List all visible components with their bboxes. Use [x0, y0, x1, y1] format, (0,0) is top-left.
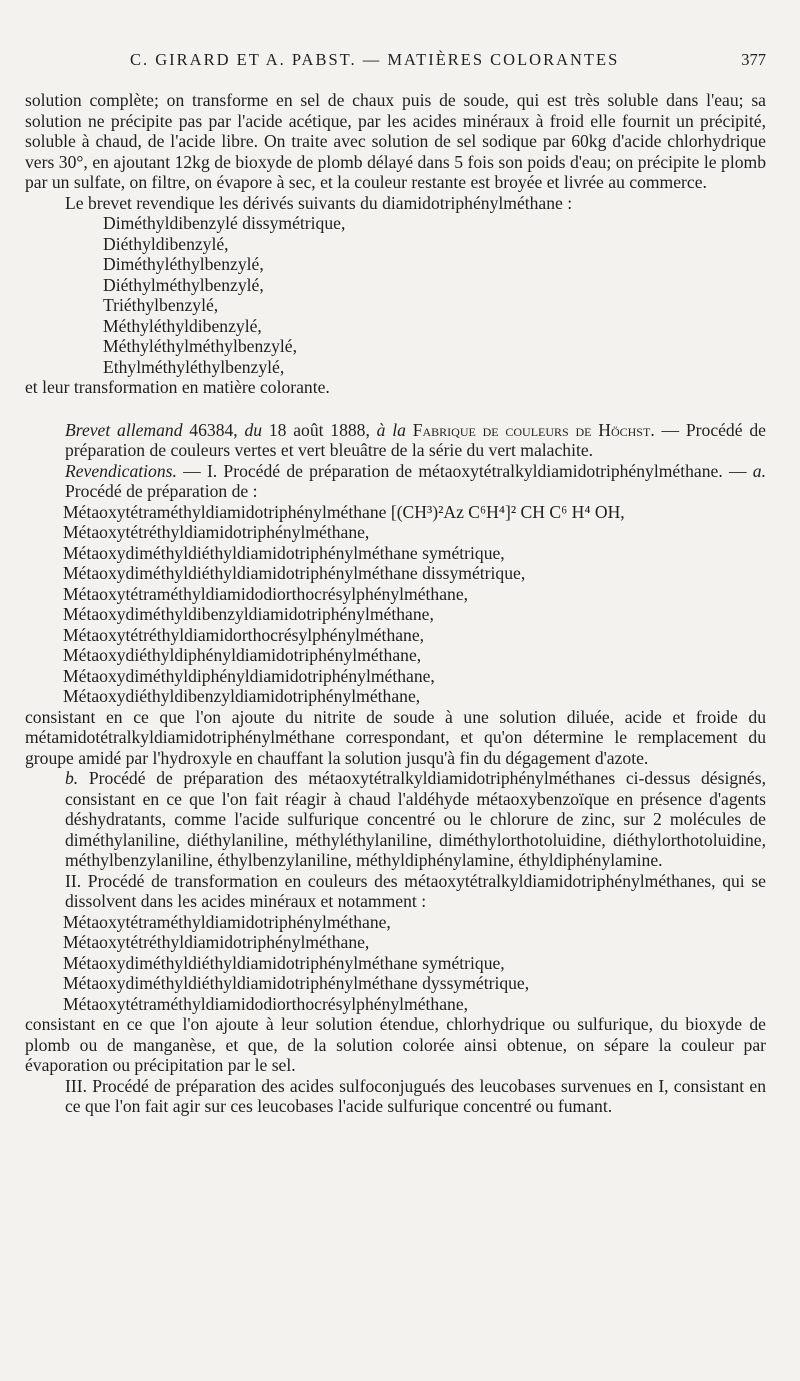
- claim-a-label: a.: [752, 460, 766, 481]
- list-item: Triéthylbenzylé,: [103, 295, 219, 315]
- claims-intro: [25, 461, 766, 502]
- running-title: C. GIRARD ET A. PABST. — MATIÈRES COLORANTES: [130, 50, 620, 69]
- list-item-formula: Métaoxytétraméthyldiamidotriphénylméthane [(CH³)²Az C⁶H⁴]² CH C⁶ H⁴ OH,: [63, 501, 625, 522]
- patent-du: du: [244, 419, 263, 440]
- paragraph-claim-b: [25, 768, 766, 871]
- paragraph-claim-iii: III. Procédé de préparation des acides sulfoconjugués des leucobases survenues en I, consistant en ce que l'on fait agir sur ces leucobases l'acide sulfurique concentré ou fumant.: [65, 1075, 766, 1116]
- patent-date: 18 août 1888,: [268, 419, 370, 440]
- list-item: Métaoxydiméthyldiéthyldiamidotriphénylméthane symétrique,: [63, 542, 505, 563]
- claim-b-text: Procédé de préparation des métaoxytétralkyldiamidotriphénylméthanes ci-dessus désignés, consistant en ce que l'on fait réagir à chaud l'aldéhyde métaoxybenzoïque en présence d'agents déshydratants, comme l'acide sulfurique concentré ou le chlorure de zinc, sur 2 molécules de diméthylaniline, diéthylaniline, méthyléthylaniline, diméthylorthotoluidine, diéthylorthotoluidine, méthylbenzylaniline, éthylbenzylaniline, méthyldiphénylamine, éthyldiphénylamine.: [65, 768, 766, 870]
- paragraph-brevet-revendique: Le brevet revendique les dérivés suivants du diamidotriphénylméthane :: [65, 192, 573, 213]
- paragraph-transformation: et leur transformation en matière colorante.: [25, 377, 330, 397]
- patent-company: Fabrique de couleurs de Höchst.: [412, 419, 655, 440]
- paragraph-solution: solution complète; on transforme en sel de chaux puis de soude, qui est très soluble dans l'eau; sa solution ne précipite pas par l'acide acétique, par les acides minéraux à froid elle fournit un précipité, soluble à chaud, de l'acide libre. On traite avec solution de sel sodique par 60kg d'acide chlorhydrique vers 30°, en ajoutant 12kg de bioxyde de plomb délayé dans 5 fois son poids d'eau; on précipite le plomb par un sulfate, on filtre, on évapore à sec, et la couleur restante est broyée et livrée au commerce.: [25, 90, 766, 192]
- patent-prefix: Brevet allemand: [65, 419, 183, 440]
- list-item: Diéthylméthylbenzylé,: [103, 274, 264, 295]
- paragraph-consistant-2: consistant en ce que l'on ajoute à leur solution étendue, chlorhydrique ou sulfurique, du bioxyde de plomb ou de manganèse, et que, de la solution colorée ainsi obtenue, on sépare la couleur par évaporation ou précipitation par le sel.: [25, 1014, 766, 1075]
- claims-text: — I. Procédé de préparation de métaoxytétralkyldiamidotriphénylméthane. —: [183, 460, 747, 481]
- list-item: Métaoxydiméthyldiéthyldiamidotriphénylméthane dyssymétrique,: [63, 973, 530, 993]
- patent-heading: [25, 420, 766, 461]
- page-number: 377: [741, 50, 766, 69]
- list-item: Métaoxytétréthyldiamidotriphénylméthane,: [63, 522, 370, 542]
- list-item: Ethylméthyléthylbenzylé,: [103, 356, 285, 377]
- derivatives-list: [25, 213, 766, 377]
- list-item: Diméthyldibenzylé dissymétrique,: [103, 213, 346, 233]
- list-item: Métaoxydiéthyldiphényldiamidotriphénylméthane,: [63, 645, 422, 665]
- claim-ii-list: [25, 912, 766, 1015]
- claims-list: [25, 502, 766, 707]
- claim-b-label: b.: [65, 768, 79, 788]
- claims-label: Revendications.: [65, 460, 177, 481]
- patent-a-la: à la: [376, 419, 406, 440]
- body-text: [25, 90, 766, 1117]
- running-header: [25, 50, 766, 70]
- patent-number: 46384,: [189, 419, 238, 440]
- list-item: Méthyléthylméthylbenzylé,: [103, 336, 297, 356]
- list-item: Métaoxydiméthyldiéthyldiamidotriphénylméthane dissymétrique,: [63, 563, 526, 583]
- list-item: Méthyléthyldibenzylé,: [103, 315, 262, 336]
- list-item: Métaoxydiméthyldiéthyldiamidotriphénylméthane symétrique,: [63, 952, 505, 973]
- list-item: Métaoxytétréthyldiamidorthocrésylphénylméthane,: [63, 624, 425, 645]
- list-item: Métaoxytétréthyldiamidotriphénylméthane,: [63, 932, 370, 952]
- paragraph-consistant-1: consistant en ce que l'on ajoute du nitrite de soude à une solution diluée, acide et froide du métamidotétralkyldiamidotriphénylméthane correspondant, et qu'on détermine le remplacement du groupe amidé par l'hydroxyle en chauffant la solution jusqu'à fin du dégagement d'azote.: [25, 706, 766, 768]
- list-item: Métaoxytétraméthyldiamidotriphénylméthane,: [63, 911, 391, 932]
- claim-a-text: Procédé de préparation de :: [65, 481, 258, 501]
- list-item: Métaoxydiéthyldibenzyldiamidotriphénylméthane,: [63, 686, 421, 706]
- patent-description: — Procédé de préparation de couleurs vertes et vert bleuâtre de la série du vert malachite.: [65, 419, 766, 460]
- list-item: Métaoxydiméthyldiphényldiamidotriphénylméthane,: [63, 665, 435, 686]
- section-gap: [25, 398, 766, 420]
- list-item: Diméthyléthylbenzylé,: [103, 254, 264, 274]
- list-item: Métaoxytétraméthyldiamidodiorthocrésylphénylméthane,: [63, 993, 469, 1014]
- paragraph-claim-ii: II. Procédé de transformation en couleurs des métaoxytétralkyldiamidotriphénylméthanes, qui se dissolvent dans les acides minéraux et notamment :: [65, 870, 766, 911]
- list-item: Métaoxydiméthyldibenzyldiamidotriphénylméthane,: [63, 604, 434, 624]
- list-item: Diéthyldibenzylé,: [103, 233, 229, 254]
- list-item: Métaoxytétraméthyldiamidodiorthocrésylphénylméthane,: [63, 583, 469, 604]
